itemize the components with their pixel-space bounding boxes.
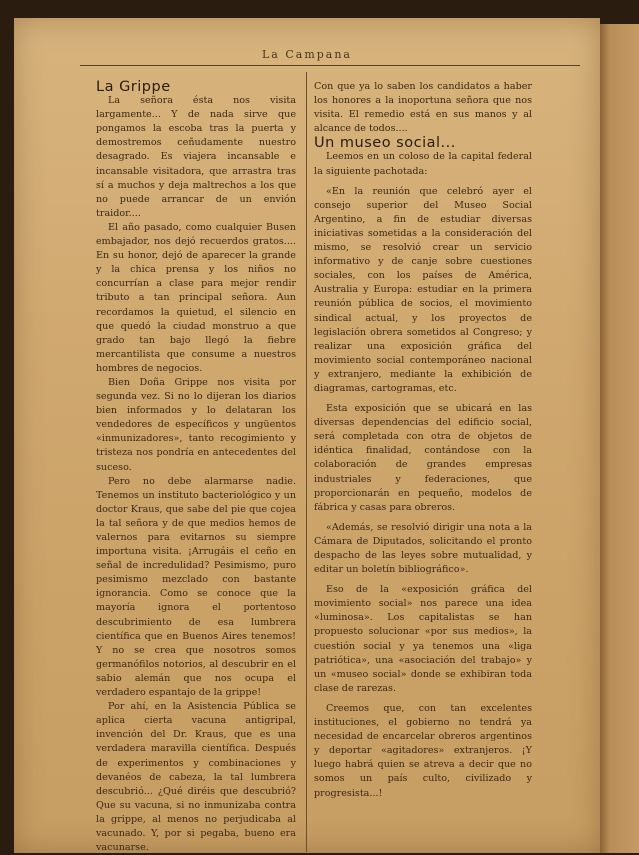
article-title-grippe: La Grippe (96, 79, 171, 95)
right-column (314, 80, 532, 801)
left-column (96, 80, 296, 855)
paragraph: Esta exposición que se ubicará en las diversas dependencias del edificio social, será completada con otra de objetos de idéntica finalidad, contándose con la colaboración de grandes empresas industriales y federaciones, que proporcionarán en pequeño, modelos de fábrica y casas para obreros. (314, 403, 532, 513)
paragraph: Por ahí, en la Asistencia Pública se aplica cierta vacuna antigripal, invención del Dr. Kraus, que es una verdadera maravilla científica. Después de experimentos y combinaciones y devanéos de cabeza, la tal lumbrera descubrió... ¿Qué diréis que descubrió? Que su vacuna, si no inmunizaba contra la grippe, al menos no perjudicaba al vacunado. Y, por si pegaba, bueno era vacunarse. (96, 701, 296, 854)
paragraph: Creemos que, con tan excelentes instituciones, el gobierno no tendrá ya necesidad de encarcelar obreros argentinos y deportar «agitadores» extranjeros. ¡Y luego habrá quien se atreva a decir que no somos un país culto, civilizado y progresista...! (314, 702, 532, 799)
newspaper-page (14, 18, 600, 853)
paragraph-continued: Con que ya lo saben los candidatos a haber los honores a la inoportuna señora que nos visita. El remedio está en sus manos y al alcance de todos.... (314, 81, 532, 135)
running-header: La Campana (261, 48, 352, 61)
paragraph: Eso de la «exposición gráfica del movimiento social» nos parece una idea «luminosa». Los capitalistas se han propuesto solucionar «por sus medios», la cuestión social y ya tenemos una «liga patriótica», una «asociación del trabajo» y un «museo social» donde se exhibiran toda clase de rarezas. (314, 584, 532, 694)
paragraph: Pero no debe alarmarse nadie. Tenemos un instituto bacteriológico y un doctor Kraus, que sabe del pie que cojea la tal señora y de que medios hemos de valernos para evitarnos su siempre importuna visita. ¡Arrugáis el ceño en señal de incredulidad? Pesimismo, puro pesimismo mezclado con bastante ignorancia. Como se conoce que la mayoría ignora el portentoso descubrimiento de esa lumbrera científica que en Buenos Aires tenemos! Y no se crea que nosotros somos germanófilos notorios, al descubrir en el sabio alemán que nos ocupa el verdadero espantajo de la grippe! (96, 475, 296, 699)
next-page-edge (600, 24, 639, 853)
article-title-museo: Un museo social... (314, 135, 456, 152)
paragraph: La señora ésta nos visita largamente... Y de nada sirve que pongamos la escoba tras la puerta y demostremos ceñudamente nuestro desagrado. Es viajera incansable e incansable visitadora, que arrastra tras sí a muchos y deja maltrechos a los que no puede arrancar de un envión traidor.... (96, 95, 296, 219)
paragraph: Bien Doña Grippe nos visita por segunda vez. Si no lo dijeran los diarios bien informados y lo delataran los vendedores de específicos y ungüentos «inmunizadores», tanto recogimiento y tristeza nos pondría en antecedentes del suceso. (96, 376, 296, 473)
paragraph: Leemos en un coloso de la capital federal la siguiente pachotada: (314, 151, 532, 177)
header-rule (80, 65, 580, 66)
paragraph: «En la reunión que celebró ayer el consejo superior del Museo Social Argentino, a fin de estudiar diversas iniciativas sometidas a la consideración del mismo, se resolvió crear un servicio informativo y de canje sobre cuestiones sociales, con los países de América, Australia y Europa: estudiar en la primera reunión pública de socios, el movimiento sindical actual, y los proyectos de legislación obrera sometidos al Congreso; y realizar una exposición gráfica del movimiento social contemporáneo nacional y extranjero, mediante la exhibición de diagramas, cartogramas, etc. (314, 185, 532, 394)
column-divider (306, 72, 307, 852)
paragraph: «Además, se resolvió dirigir una nota a la Cámara de Diputados, solicitando el pronto despacho de las leyes sobre mutualidad, y editar un boletín bibliográfico». (314, 521, 532, 576)
paragraph: El año pasado, como cualquier Busen embajador, nos dejó recuerdos gratos.... En su honor, dejó de aparecer la grande y la chica prensa y los niños no concurrían a clase para mejor rendir tributo a tan principal señora. Aun recordamos la quietud, el silencio en que quedó la ciudad monstruo a que grado tan bajo llegó la fiebre mercantilista que consume a nuestros hombres de negocios. (96, 221, 296, 374)
